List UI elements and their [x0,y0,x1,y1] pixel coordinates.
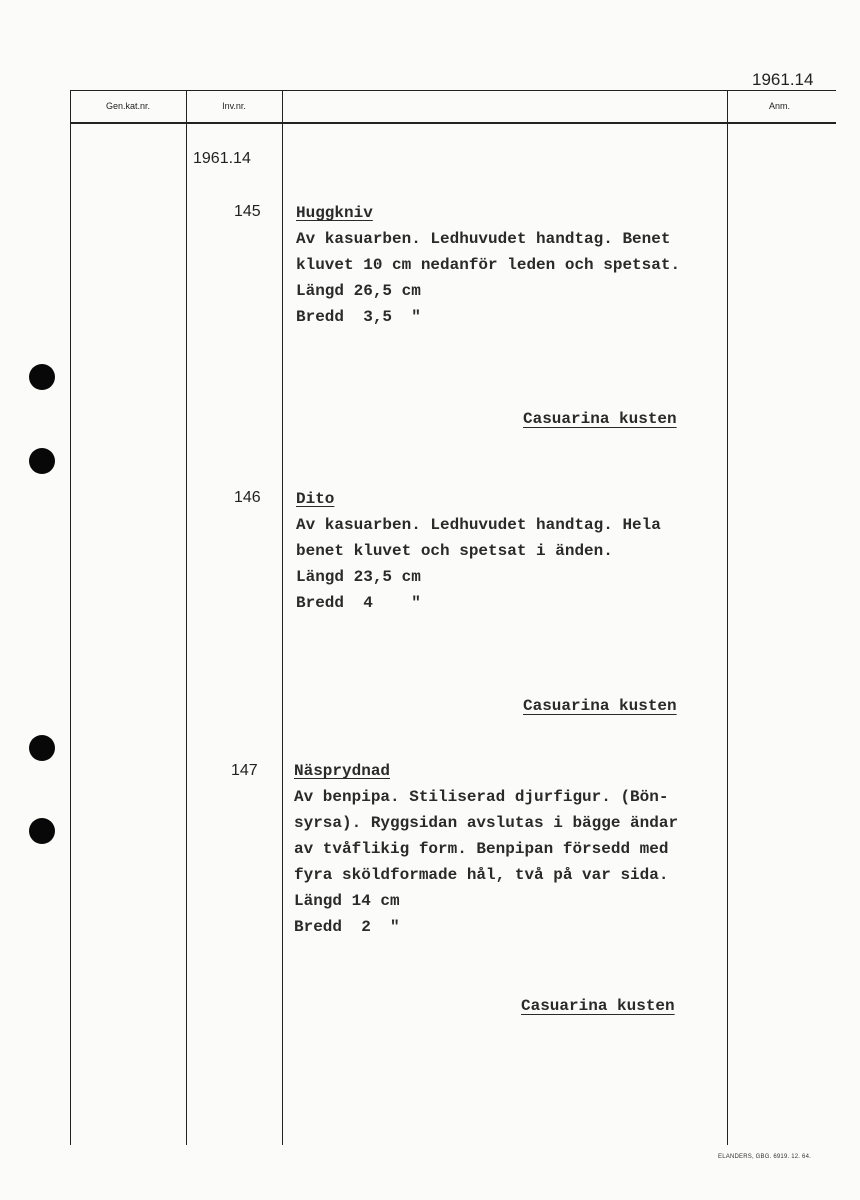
header-inv: Inv.nr. [222,101,246,111]
column-divider-inv [186,90,187,1145]
locality-146: Casuarina kusten [523,697,677,715]
column-divider-anm [727,90,728,1145]
entry-line: Av kasuarben. Ledhuvudet handtag. Hela [296,516,661,534]
entry-line: Av kasuarben. Ledhuvudet handtag. Benet [296,230,671,248]
page-number: 1961.14 [752,70,814,89]
entry-line: Bredd 2 " [294,918,400,936]
locality-145: Casuarina kusten [523,410,677,428]
binder-hole [29,364,55,390]
header-gen-kat: Gen.kat.nr. [105,101,151,111]
entry-145 [296,200,680,330]
inv-number-146: 146 [234,489,261,506]
entry-146 [296,486,661,616]
column-divider-left [70,90,71,1145]
column-divider-desc [282,90,283,1145]
entry-line: Bredd 3,5 " [296,308,421,326]
locality-147: Casuarina kusten [521,997,675,1015]
entry-title: Huggkniv [296,204,373,222]
entry-line: Längd 23,5 cm [296,568,421,586]
header-bottom-rule [70,122,836,124]
entry-title: Dito [296,490,335,508]
entry-title: Näsprydnad [294,762,391,780]
entry-line: benet kluvet och spetsat i änden. [296,542,613,560]
entry-line: Av benpipa. Stiliserad djurfigur. (Bön- [294,788,669,806]
collection-label: 1961.14 [193,150,251,167]
entry-line: Längd 26,5 cm [296,282,421,300]
entry-147 [294,758,678,940]
header-anm: Anm. [768,101,790,111]
header-top-rule [70,90,836,91]
entry-line: fyra sköldformade hål, två på var sida. [294,866,669,884]
entry-line: syrsa). Ryggsidan avslutas i bägge ändar [294,814,679,832]
inv-number-145: 145 [234,203,261,220]
binder-hole [29,448,55,474]
entry-line: Längd 14 cm [294,892,400,910]
entry-line: av tvåflikig form. Benpipan försedd med [294,840,669,858]
inv-number-147: 147 [231,762,258,779]
binder-hole [29,735,55,761]
binder-hole [29,818,55,844]
entry-line: kluvet 10 cm nedanför leden och spetsat. [296,256,681,274]
printer-mark: ELANDERS, GBG. 6919. 12. 64. [718,1154,811,1160]
entry-line: Bredd 4 " [296,594,421,612]
